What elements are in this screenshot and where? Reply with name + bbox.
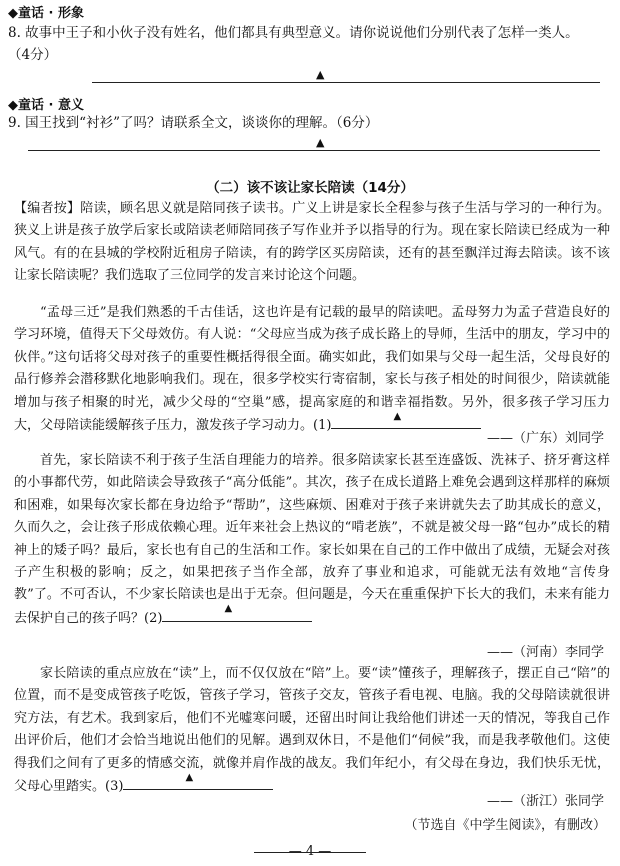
source-note: （节选自《中学生阅读》，有删改） <box>404 818 606 833</box>
blank-1-line[interactable] <box>331 410 481 429</box>
signature-3: ——（浙江）张同学 <box>486 794 604 809</box>
triangle-mark-icon: ▲ <box>316 136 325 149</box>
blank-3-label: (3) <box>105 779 124 795</box>
question-8 <box>8 22 618 66</box>
editor-note <box>14 198 610 288</box>
triangle-mark-icon: ▲ <box>185 771 194 783</box>
triangle-mark-icon: ▲ <box>224 603 233 615</box>
signature-1: ——（广东）刘同学 <box>486 431 604 446</box>
paragraph-3-text: 家长陪读的重点应放在“读”上，而不仅仅放在“陪”上。要“读”懂孩子，理解孩子，摆正自己“陪”的位置，而不是变成管孩子吃饭，管孩子学习，管孩子交友，管孩子看电视、电脑。我的父母陪读就很讲究方法，有艺术。我到家后，他们不光嘘寒问暖，还留出时间让我给他们讲述一天的情况，等我自己作出评价后，他们才会恰当地说出他们的见解。遇到双休日，不是他们“伺候”我，而是我孝敬他们。这使得我们之间有了更多的情感交流，就像并肩作战的战友。我们年纪小，有父母在身边，我们快乐无忧，父母心里踏实。 <box>14 666 610 795</box>
blank-2-line[interactable] <box>162 603 312 622</box>
page-number-rule <box>254 852 366 853</box>
paragraph-1 <box>14 302 610 437</box>
page-number: — 4 — <box>288 844 332 859</box>
section-label-meaning: ◆童话 · 意义 <box>8 98 84 113</box>
editor-note-text: 陪读，顾名思义就是陪同孩子读书。广义上讲是家长全程参与孩子生活与学习的一种行为。狭义上讲是孩子放学后家长或陪读老师陪同孩子写作业并予以指导的行为。现在家长陪读已经成为一种风气。有的在县城的学校附近租房子陪读，有的跨学区买房陪读，还有的甚至飘洋过海去陪读。该不该让家长陪读呢？我们选取了三位同学的发言来讨论这个问题。 <box>14 201 610 284</box>
signature-2: ——（河南）李同学 <box>486 645 604 660</box>
paragraph-2 <box>14 450 610 630</box>
triangle-mark-icon: ▲ <box>393 410 402 422</box>
paragraph-1-text: “孟母三迁”是我们熟悉的千古佳话，这也许是有记载的最早的陪读吧。孟母努力为孟子营造良好的学习环境，值得天下父母效仿。有人说：“父母应当成为孩子成长路上的导师，生活中的朋友，学习中的伙伴。”这句话将父母对孩子的重要性概括得很全面。确实如此，我们如果与父母一起生活，父母良好的品行修养会潜移默化地影响我们。现在，很多学校实行寄宿制，家长与孩子相处的时间很少，陪读就能增加与孩子相聚的时光，减少父母的“空巢”感，提高家庭的和谐幸福指数。另外，很多孩子学习压力大，父母陪读能缓解孩子压力，激发孩子学习动力。 <box>14 305 610 434</box>
question-8-score: （4分） <box>8 47 58 63</box>
editor-note-label: 【编者按】 <box>14 201 81 216</box>
answer-line-q8[interactable] <box>92 82 600 83</box>
triangle-mark-icon: ▲ <box>316 68 325 81</box>
question-8-text: 8. 故事中王子和小伙子没有姓名，他们都具有典型意义。请你说说他们分别代表了怎样一类人。 <box>8 25 579 41</box>
question-9: 9. 国王找到“衬衫”了吗？请联系全文，谈谈你的理解。（6分） <box>8 115 379 131</box>
passage-title: （二）该不该让家长陪读（14分） <box>206 180 414 196</box>
section-label-character: ◆童话 · 形象 <box>8 6 84 21</box>
blank-1-label: (1) <box>313 418 332 434</box>
paragraph-2-text: 首先，家长陪读不利于孩子生活自理能力的培养。很多陪读家长甚至连盛饭、洗袜子、挤牙膏这样的小事都代劳，如此陪读会导致孩子“高分低能”。其次，孩子在成长道路上难免会遇到这样那样的麻烦和困难，如果每次家长都在身边给予“帮助”，这些麻烦、困难对于孩子来讲就失去了助其成长的意义，久而久之，会让孩子形成依赖心理。近年来社会上热议的“啃老族”，不就是被父母一路“包办”成长的精神上的矮子吗？最后，家长也有自己的生活和工作。家长如果在自己的工作中做出了成绩，无疑会对孩子产生积极的影响；反之，如果把孩子当作全部，放弃了事业和追求，可能就无法有效地“言传身教”了。不可否认，不少家长陪读也是出于无奈。但问题是，今天在重重保护下长大的我们，未来有能力去保护自己的孩子吗？ <box>14 453 610 626</box>
answer-line-q9[interactable] <box>28 150 600 151</box>
blank-3-line[interactable] <box>123 771 273 790</box>
blank-2-label: (2) <box>144 610 163 626</box>
paragraph-3 <box>14 663 610 798</box>
